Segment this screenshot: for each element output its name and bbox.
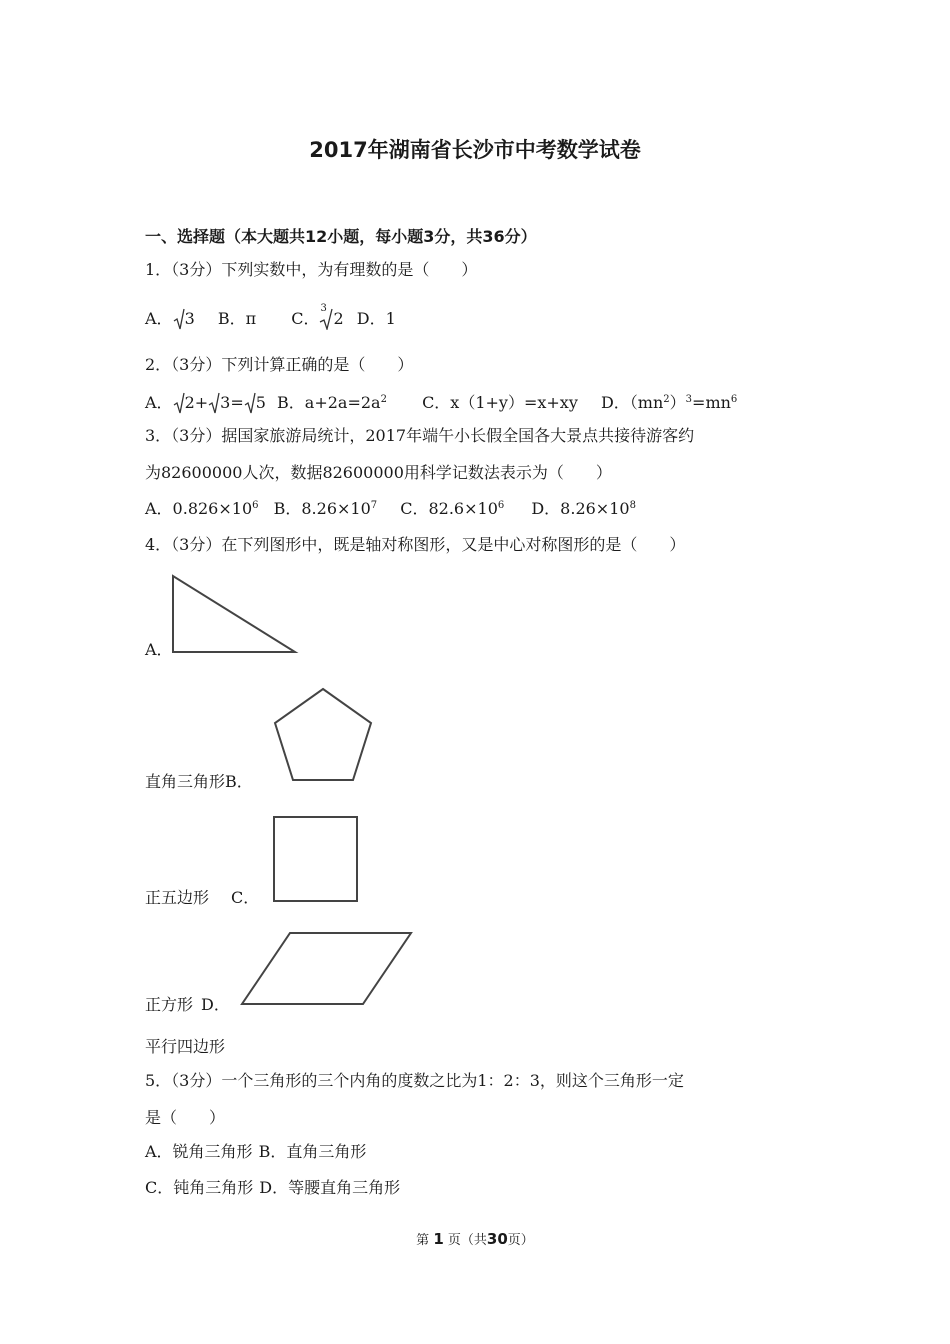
sqrt-symbol — [244, 392, 256, 419]
question-5-stem-line-1: 5．（3分）一个三角形的三个内角的度数之比为1：2：3，则这个三角形一定 — [145, 1071, 684, 1090]
q4-caption-a-and-label-b — [145, 772, 253, 792]
q1-option-d: D．1 — [356, 309, 396, 328]
parallelogram-figure — [240, 930, 416, 1008]
q2-d-exponent-2: 3 — [685, 394, 693, 405]
q2-d-result: =mn — [692, 393, 731, 412]
equals-sign: = — [230, 393, 244, 412]
regular-pentagon-figure — [270, 686, 376, 786]
q2-d-exponent-1: 2 — [663, 394, 670, 405]
page-title: 2017年湖南省长沙市中考数学试卷 — [309, 138, 641, 162]
q2-d-exponent-3: 6 — [730, 394, 738, 405]
question-3-options — [145, 499, 636, 519]
q1-option-c-label: C． — [291, 309, 320, 328]
q5-option-a: A．锐角三角形 — [145, 1142, 253, 1161]
q5-option-b: B．直角三角形 — [258, 1142, 367, 1161]
footer-prefix: 第 — [416, 1233, 430, 1248]
q3-option-c: C．82.6×10 — [400, 499, 498, 518]
q4-caption-right-triangle: 直角三角形 — [145, 772, 226, 791]
question-5-stem-line-2: 是（ ） — [145, 1108, 226, 1127]
question-3-stem-line-2: 为82600000人次，数据82600000用科学记数法表示为（ ） — [145, 463, 612, 482]
q4-option-c-label: C． — [231, 888, 260, 907]
q3-d-exponent: 8 — [629, 500, 636, 511]
q1-c-radicand: 2 — [333, 309, 344, 328]
q1-option-b: B．π — [217, 309, 257, 328]
question-5-options-ab — [145, 1142, 366, 1162]
sqrt-symbol — [173, 308, 185, 335]
q3-a-exponent: 6 — [252, 500, 259, 511]
sqrt-symbol — [208, 392, 220, 419]
footer-suffix: 页） — [507, 1233, 534, 1248]
q4-option-a-label: A． — [145, 640, 173, 659]
q3-b-exponent: 7 — [370, 500, 378, 511]
q2-option-d: D．（mn — [600, 393, 664, 412]
q4-caption-c-and-label-d — [145, 995, 230, 1015]
q2-b-exponent: 2 — [380, 394, 387, 405]
q3-option-b: B．8.26×10 — [273, 499, 371, 518]
total-page-count: 30 — [486, 1230, 508, 1248]
q5-option-c: C．钝角三角形 — [145, 1178, 254, 1197]
square-figure — [272, 815, 360, 903]
q3-option-a: A．0.826×10 — [145, 499, 253, 518]
current-page-number: 1 — [433, 1230, 444, 1248]
q2-option-c: C．x（1+y）=x+xy — [422, 393, 578, 412]
section-heading-choice: 一、选择题（本大题共12小题，每小题3分，共36分） — [145, 227, 537, 246]
question-3-stem-line-1: 3．（3分）据国家旅游局统计，2017年端午小长假全国各大景点共接待游客约 — [145, 426, 695, 445]
footer-middle: 页（共 — [447, 1233, 487, 1248]
q4-option-b-label: B． — [225, 772, 253, 791]
question-1-options: A． 3 B．π C． 3 2 D．1 — [145, 308, 396, 335]
q4-caption-regular-pentagon: 正五边形 — [145, 888, 210, 907]
q2-a-radicand-1: 2 — [184, 393, 195, 412]
plus-sign: + — [194, 393, 209, 412]
sqrt-symbol — [173, 392, 185, 419]
q2-a-radicand-2: 3 — [220, 393, 231, 412]
q1-a-radicand: 3 — [184, 309, 195, 328]
q2-option-a-label: A． — [145, 393, 173, 412]
question-4-stem: 4．（3分）在下列图形中，既是轴对称图形，又是中心对称图形的是（ ） — [145, 535, 686, 554]
question-1-stem: 1．（3分）下列实数中，为有理数的是（ ） — [145, 260, 478, 279]
q1-option-a-label: A． — [145, 309, 173, 328]
q2-option-b: B．a+2a=2a — [277, 393, 381, 412]
page-footer — [0, 1229, 950, 1248]
question-2-stem: 2．（3分）下列计算正确的是（ ） — [145, 355, 414, 374]
q5-option-d: D．等腰直角三角形 — [259, 1178, 401, 1197]
question-2-options — [145, 392, 737, 419]
q4-caption-square: 正方形 — [145, 995, 194, 1014]
q4-caption-b-and-label-c — [145, 888, 259, 908]
q2-d-paren: ） — [669, 393, 686, 412]
question-5-options-cd — [145, 1178, 400, 1198]
q3-option-d: D．8.26×10 — [531, 499, 630, 518]
q4-caption-parallelogram: 平行四边形 — [145, 1037, 226, 1056]
q4-option-d-label: D． — [201, 995, 230, 1014]
q2-a-radicand-3: 5 — [255, 393, 266, 412]
right-triangle-figure — [171, 574, 301, 656]
q3-c-exponent: 6 — [497, 500, 505, 511]
